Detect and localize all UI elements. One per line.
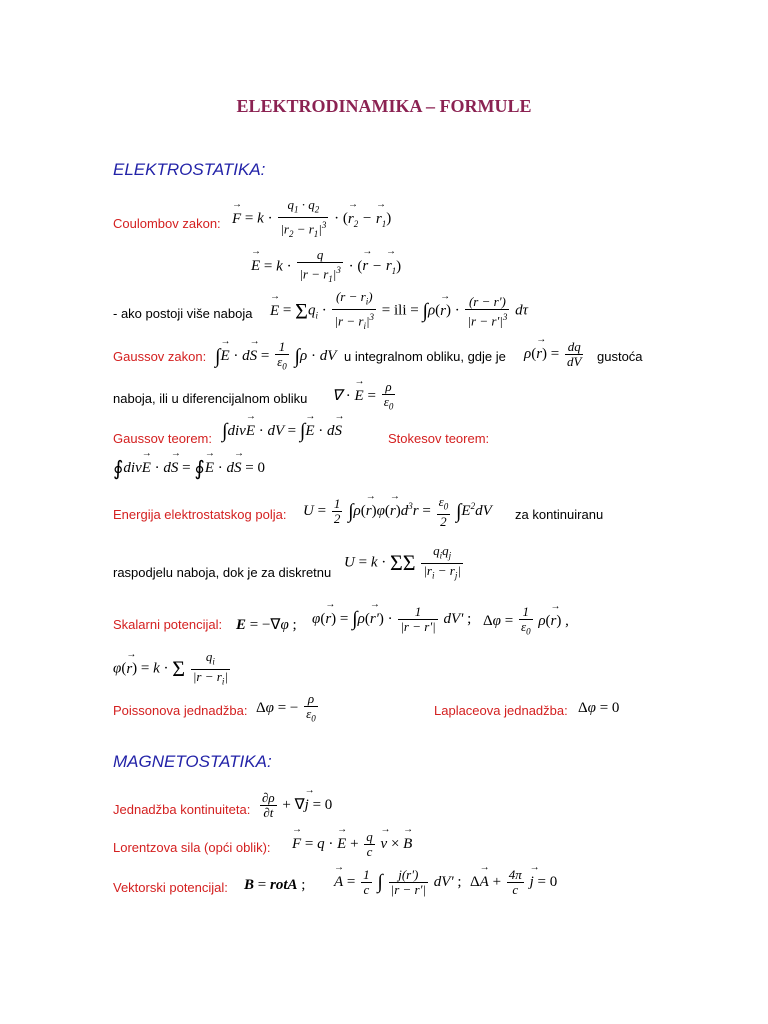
coulomb-label: Coulombov zakon:: [113, 216, 221, 231]
scalar-potential-laplacian-formula: Δφ = $\frac{1}{\varepsilon_0}$ ρ(→ r) ,: [483, 605, 569, 639]
lorentz-formula: → F = q · → E + $\frac{q}{c}$ → v × → B: [292, 830, 412, 859]
multiple-charges-text: - ako postoji više naboja: [113, 306, 253, 321]
multiple-charges-formula: → $E = \Sigma q_i$ · $\frac{(r - r_i)}{|r - r_i|^3}$ = ili = ∫ρ(→ r) · $\frac{(r - r')}{|r - r'|^3}$ dτ: [270, 290, 528, 333]
gauss-law-differential-formula: ∇ · → E = $\frac{\rho}{\varepsilon_0}$: [332, 380, 397, 414]
poisson-formula: Δφ = − $\frac{\rho}{\varepsilon_0}$: [256, 691, 316, 724]
gauss-law-line2-text: naboja, ili u diferencijalnom obliku: [113, 391, 308, 406]
charge-density-formula: ρ(→ r) = $\frac{dq}{dV}$: [524, 340, 585, 369]
section-electrostatics: ELEKTROSTATIKA:: [113, 160, 266, 179]
poisson-label: Poissonova jednadžba:: [113, 703, 248, 718]
vector-potential-laplacian-formula: Δ→ A + $\frac{4\pi}{c}$ → j = 0: [470, 868, 557, 897]
gauss-theorem-label: Gaussov teorem:: [113, 431, 212, 446]
energy-formula: U = $\frac{1}{2}$ $\int\rho(\to r)\varphi(\to r)d^3r$ = $\frac{\varepsilon_0}{2}$ $\int E^2dV$: [303, 495, 492, 529]
gauss-law-end-text: gustoća: [597, 349, 643, 364]
stokes-theorem-label: Stokesov teorem:: [388, 431, 490, 446]
laplace-label: Laplaceova jednadžba:: [434, 703, 568, 718]
scalar-potential-label: Skalarni potencijal:: [113, 617, 223, 632]
gauss-law-integral-formula: ∫→ E · d→ S = $\frac{1}{\varepsilon_0}$ ∫ρ · dV: [215, 340, 336, 374]
page-title: ELEKTRODINAMIKA – FORMULE: [236, 96, 532, 116]
continuity-label: Jednadžba kontinuiteta:: [113, 802, 251, 817]
energy-line2-text: raspodjelu naboja, dok je za diskretnu: [113, 565, 332, 580]
gauss-theorem-formula: ∫div→ E · dV = ∫→ E · d→ S: [222, 420, 342, 443]
vector-potential-integral-formula: → A = $\frac{1}{c}$ ∫ $\frac{j(r')}{|r - r'|}$ dV' ;: [334, 868, 462, 897]
coulomb-force-formula: → F = k · $\frac{q_1 \cdot q_2}{|r_2 - r_1|^3}$ · (→ $r_2$ − → $r_1$): [232, 198, 391, 241]
coulomb-field-formula: → E = k · $\frac{q}{|r - r_1|^3}$ · (→ r − → $r_1$): [251, 248, 401, 286]
gauss-law-mid-text: u integralnom obliku, gdje je: [344, 349, 506, 364]
energy-label: Energija elektrostatskog polja:: [113, 507, 287, 522]
energy-discrete-formula: U = k · ΣΣ $\frac{q_iq_j}{|r_i - r_j|}$: [344, 543, 461, 581]
lorentz-label: Lorentzova sila (opći oblik):: [113, 840, 271, 855]
stokes-theorem-formula: ∮div→ E · d→ S = ∮→ E · d→ S = 0: [113, 456, 265, 481]
energy-after-text: za kontinuiranu: [515, 507, 604, 522]
laplace-formula: Δφ = 0: [578, 700, 620, 716]
scalar-potential-gradient-formula: E = −∇φ ;: [236, 617, 297, 633]
section-magnetostatics: MAGNETOSTATIKA:: [113, 752, 272, 771]
scalar-potential-discrete-formula: φ(→ r) = k · Σ $\frac{q_i}{|r - r_i|}$: [113, 650, 232, 688]
vector-potential-label: Vektorski potencijal:: [113, 880, 228, 895]
gauss-law-label: Gaussov zakon:: [113, 349, 207, 364]
scalar-potential-integral-formula: φ(→ r) = ∫ρ(→ r') · $\frac{1}{|r - r'|}$ dV' ;: [312, 605, 471, 634]
vector-potential-rot-formula: B = rotA ;: [244, 877, 306, 893]
continuity-formula: $\frac{\partial\rho}{\partial t}$ + ∇→ j = 0: [258, 791, 332, 820]
